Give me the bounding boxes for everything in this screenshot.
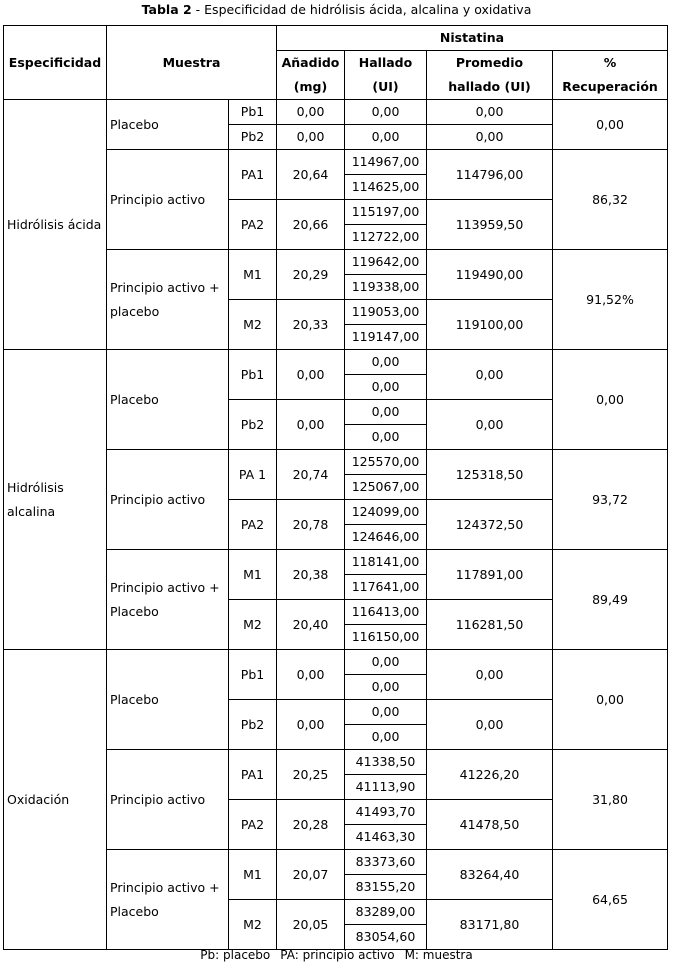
recovery-pct: 86,32 [553,150,668,250]
average-found: 0,00 [427,100,553,125]
group-label [107,100,229,150]
header-especificidad: Especificidad [4,26,107,100]
added-mg: 20,33 [277,300,345,350]
section-name-line: Oxidación [7,791,70,807]
recovery-pct: 64,65 [553,850,668,950]
recovery-pct: 89,49 [553,550,668,650]
added-mg: 0,00 [277,400,345,450]
found-ui: 0,00 [345,725,427,750]
added-mg: 20,40 [277,600,345,650]
found-ui: 0,00 [345,400,427,425]
header-recuperacion [553,51,668,100]
sample-id: M2 [229,600,277,650]
found-ui: 41338,50 [345,750,427,775]
average-found: 119490,00 [427,250,553,300]
footnote [0,947,673,963]
average-found: 0,00 [427,700,553,750]
recovery-pct: 0,00 [553,100,668,150]
found-ui: 83373,60 [345,850,427,875]
added-mg: 20,74 [277,450,345,500]
added-mg: 20,28 [277,800,345,850]
sample-id: M1 [229,550,277,600]
sample-id: M2 [229,900,277,950]
sample-id: M2 [229,300,277,350]
average-found: 83264,40 [427,850,553,900]
found-ui: 118141,00 [345,550,427,575]
table-row [4,350,668,375]
recovery-pct: 0,00 [553,650,668,750]
group-label [107,350,229,450]
found-ui: 41463,30 [345,825,427,850]
added-mg: 20,38 [277,550,345,600]
header-anadido-label: Añadido [281,55,340,70]
added-mg: 20,29 [277,250,345,300]
sample-id: Pb2 [229,125,277,150]
header-hallado-unit: (UI) [372,79,399,94]
average-found: 41478,50 [427,800,553,850]
recovery-pct: 93,72 [553,450,668,550]
group-label-line: Placebo [110,691,159,707]
group-label-line: Placebo [110,603,159,619]
group-label [107,650,229,750]
table-caption [0,2,673,18]
found-ui: 41493,70 [345,800,427,825]
average-found: 83171,80 [427,900,553,950]
found-ui: 0,00 [345,100,427,125]
added-mg: 20,05 [277,900,345,950]
average-found: 113959,50 [427,200,553,250]
average-found: 125318,50 [427,450,553,500]
added-mg: 20,07 [277,850,345,900]
average-found: 41226,20 [427,750,553,800]
found-ui: 0,00 [345,125,427,150]
average-found: 0,00 [427,350,553,400]
table-row [4,100,668,125]
average-found: 119100,00 [427,300,553,350]
found-ui: 125570,00 [345,450,427,475]
table-body [4,100,668,950]
sample-id: Pb2 [229,400,277,450]
found-ui: 119642,00 [345,250,427,275]
average-found: 124372,50 [427,500,553,550]
found-ui: 0,00 [345,425,427,450]
average-found: 117891,00 [427,550,553,600]
group-label-line: Principio activo + [110,279,220,295]
added-mg: 0,00 [277,700,345,750]
found-ui: 116150,00 [345,625,427,650]
sample-id: PA1 [229,150,277,200]
sample-id: PA2 [229,200,277,250]
found-ui: 83289,00 [345,900,427,925]
found-ui: 0,00 [345,350,427,375]
added-mg: 0,00 [277,650,345,700]
sample-id: PA 1 [229,450,277,500]
group-label-line: Placebo [110,116,159,132]
header-hallado-label: Hallado [358,55,413,70]
recovery-pct: 0,00 [553,350,668,450]
added-mg: 0,00 [277,125,345,150]
average-found: 0,00 [427,400,553,450]
recovery-pct: 31,80 [553,750,668,850]
sample-id: PA2 [229,500,277,550]
section-name-line: Hidrólisis ácida [7,216,102,232]
group-label-line: Principio activo [110,491,206,507]
section-name [4,350,107,650]
found-ui: 112722,00 [345,225,427,250]
added-mg: 0,00 [277,350,345,400]
found-ui: 124646,00 [345,525,427,550]
header-hallado [345,51,427,100]
specificity-table [3,25,668,950]
header-anadido [277,51,345,100]
added-mg: 0,00 [277,100,345,125]
header-promedio-label: Promedio [455,55,524,70]
found-ui: 116413,00 [345,600,427,625]
table-row [4,650,668,675]
found-ui: 119147,00 [345,325,427,350]
average-found: 116281,50 [427,600,553,650]
found-ui: 83054,60 [345,925,427,950]
footnote-pb: Pb: placebo [200,948,271,962]
caption-label: Tabla 2 [141,2,192,17]
section-name-line: Hidrólisis [7,479,64,495]
found-ui: 119053,00 [345,300,427,325]
header-promedio [427,51,553,100]
sample-id: M1 [229,250,277,300]
found-ui: 0,00 [345,675,427,700]
footnote-m: M: muestra [404,948,473,962]
group-label-line: Placebo [110,903,159,919]
found-ui: 125067,00 [345,475,427,500]
group-label-line: Principio activo [110,191,206,207]
found-ui: 41113,90 [345,775,427,800]
added-mg: 20,66 [277,200,345,250]
section-name [4,100,107,350]
header-nistatina: Nistatina [277,26,668,51]
found-ui: 115197,00 [345,200,427,225]
found-ui: 0,00 [345,650,427,675]
found-ui: 124099,00 [345,500,427,525]
average-found: 0,00 [427,125,553,150]
group-label [107,450,229,550]
average-found: 0,00 [427,650,553,700]
section-name-line: alcalina [7,503,56,519]
added-mg: 20,64 [277,150,345,200]
group-label-line: Placebo [110,391,159,407]
section-name [4,650,107,950]
group-label [107,550,229,650]
added-mg: 20,25 [277,750,345,800]
footnote-pa: PA: principio activo [280,948,395,962]
group-label-line: Principio activo + [110,579,220,595]
added-mg: 20,78 [277,500,345,550]
group-label [107,850,229,950]
group-label-line: Principio activo + [110,879,220,895]
sample-id: PA2 [229,800,277,850]
group-label [107,250,229,350]
found-ui: 119338,00 [345,275,427,300]
header-anadido-unit: (mg) [293,79,328,94]
found-ui: 117641,00 [345,575,427,600]
sample-id: Pb1 [229,100,277,125]
header-muestra: Muestra [107,26,277,100]
sample-id: Pb1 [229,650,277,700]
group-label-line: Principio activo [110,791,206,807]
group-label-line: placebo [110,303,160,319]
group-label [107,150,229,250]
header-recuperacion-label: Recuperación [562,79,658,94]
caption-text: - Especificidad de hidrólisis ácida, alcalina y oxidativa [191,2,532,17]
found-ui: 114967,00 [345,150,427,175]
header-promedio-unit: hallado (UI) [448,79,531,94]
header-pct-label: % [603,55,617,70]
average-found: 114796,00 [427,150,553,200]
sample-id: M1 [229,850,277,900]
found-ui: 83155,20 [345,875,427,900]
found-ui: 114625,00 [345,175,427,200]
found-ui: 0,00 [345,375,427,400]
group-label [107,750,229,850]
found-ui: 0,00 [345,700,427,725]
sample-id: PA1 [229,750,277,800]
recovery-pct: 91,52% [553,250,668,350]
sample-id: Pb2 [229,700,277,750]
sample-id: Pb1 [229,350,277,400]
